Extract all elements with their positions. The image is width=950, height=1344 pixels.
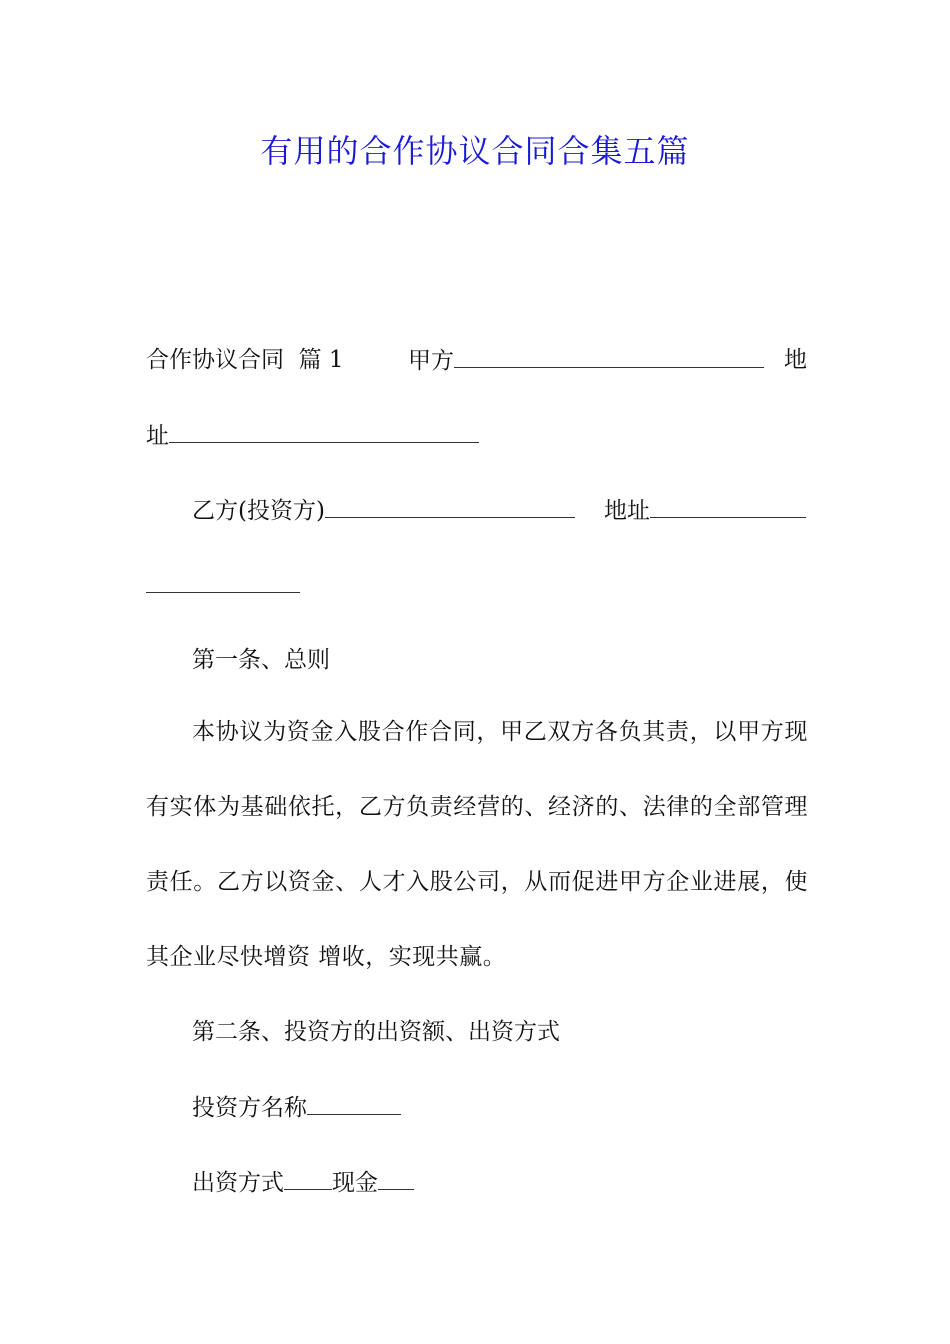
party-b-address-continuation (146, 570, 300, 601)
party-b-address-blank-2 (146, 570, 300, 593)
document-title: 有用的合作协议合同合集五篇 (260, 132, 690, 170)
heading-line (146, 345, 344, 375)
party-a-blank (454, 345, 764, 368)
investor-name-label: 投资方名称 (192, 1095, 307, 1121)
contribution-method-value: 现金 (332, 1170, 378, 1196)
contribution-blank-1 (284, 1167, 332, 1190)
contribution-method-line (192, 1167, 414, 1198)
address-label-a: 地 (784, 347, 807, 373)
party-b-address-line (604, 495, 806, 526)
party-b-blank (325, 495, 575, 518)
party-a-address-line (146, 420, 479, 451)
address-label-b: 址 (146, 423, 169, 449)
investor-name-line (192, 1092, 401, 1123)
article1-title: 第一条、总则 (192, 647, 330, 673)
party-b-address-label: 地址 (604, 498, 650, 524)
investor-name-blank (307, 1092, 401, 1115)
party-a-address-blank (169, 420, 479, 443)
article2-title: 第二条、投资方的出资额、出资方式 (192, 1019, 560, 1045)
address-label-part1 (784, 345, 807, 375)
party-b-label: 乙方(投资方) (192, 498, 325, 524)
party-b-line (192, 495, 575, 526)
contribution-blank-2 (378, 1167, 414, 1190)
contract-heading: 合作协议合同 篇 1 (146, 347, 344, 373)
party-b-address-blank (650, 495, 806, 518)
contribution-method-label: 出资方式 (192, 1170, 284, 1196)
party-a-label: 甲方 (408, 348, 454, 374)
article1-body: 本协议为资金入股合作合同，甲乙双方各负其责，以甲方现有实体为基础依托，乙方负责经营的、经济的、法律的全部管理责任。乙方以资金、人才入股公司，从而促进甲方企业进展，使其企业尽快增资 增收，实现共赢。 (146, 719, 808, 970)
party-a-line (408, 345, 764, 376)
